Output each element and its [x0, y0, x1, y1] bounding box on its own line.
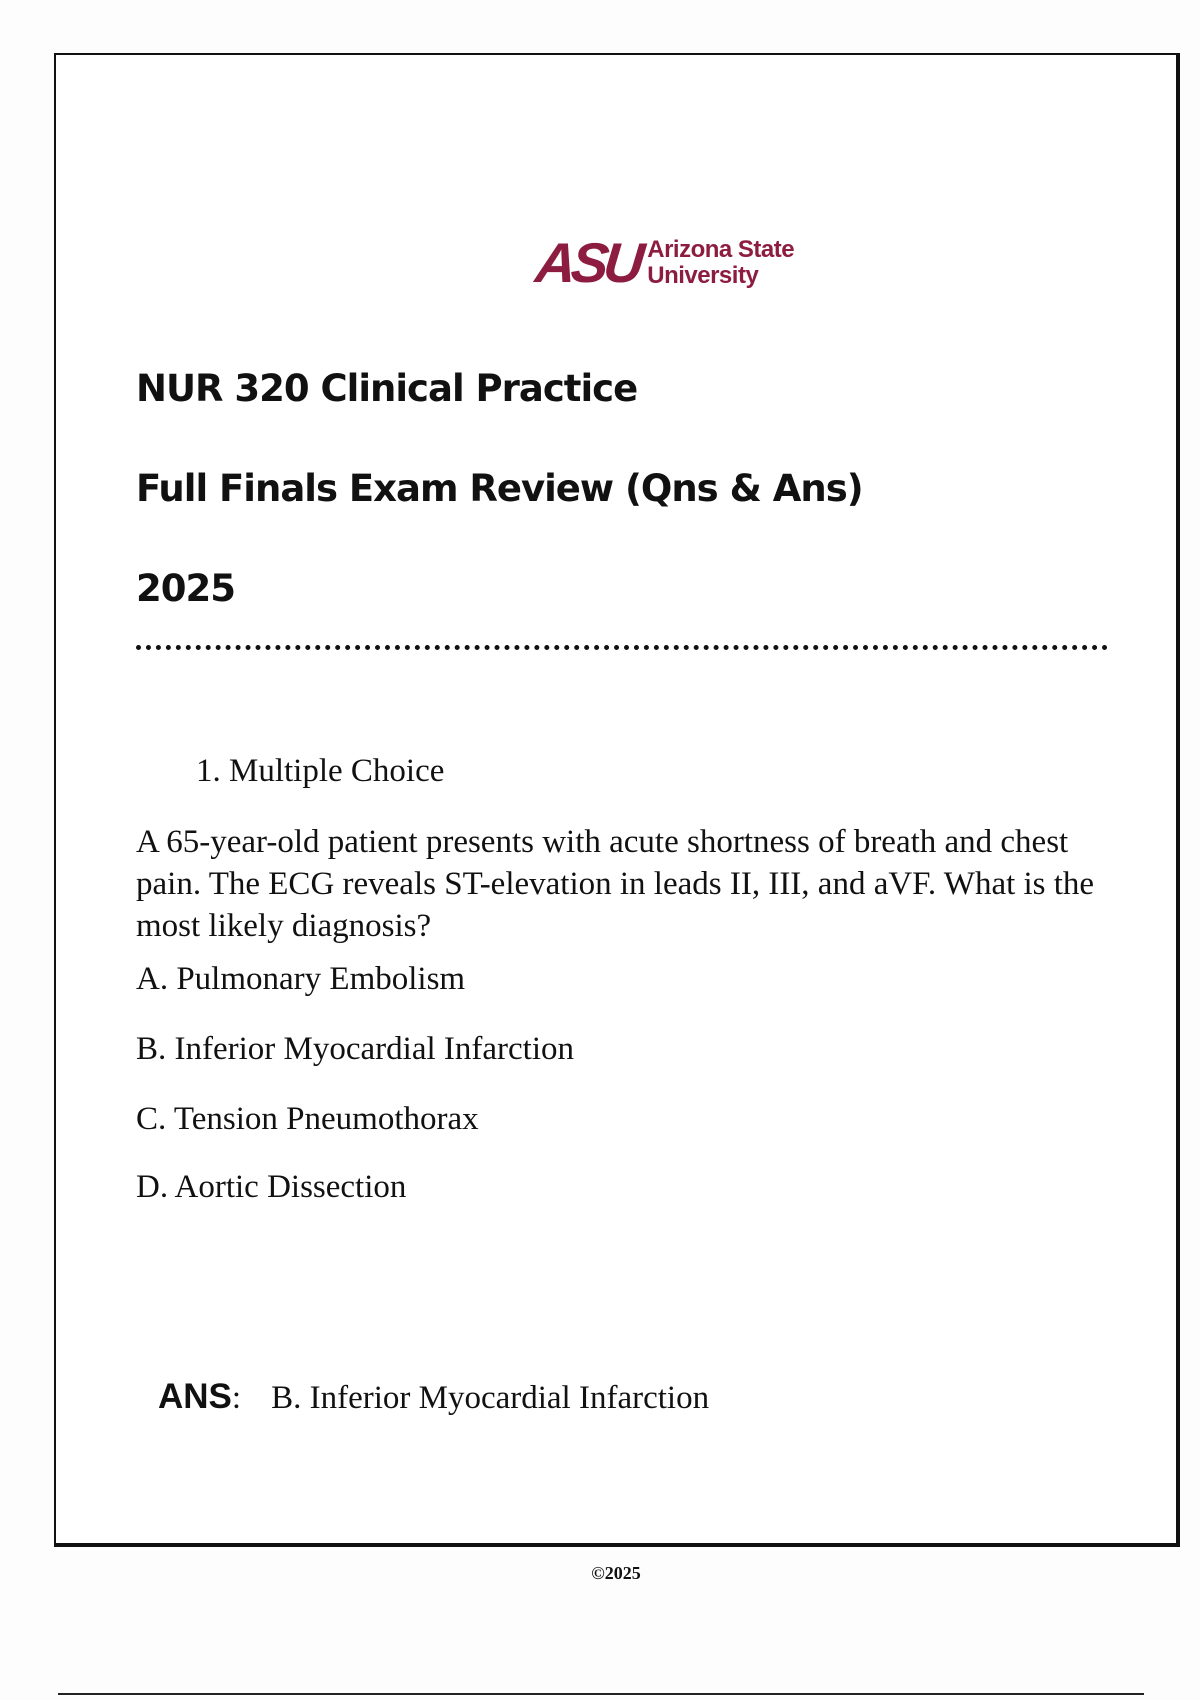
answer-separator: : — [231, 1380, 242, 1416]
course-title: NUR 320 Clinical Practice — [136, 367, 638, 410]
question-number: 1. Multiple Choice — [196, 753, 445, 789]
option-c: C. Tension Pneumothorax — [136, 1101, 479, 1137]
answer-label: ANS — [158, 1377, 232, 1416]
answer-value: B. Inferior Myocardial Infarction — [271, 1380, 710, 1416]
asu-logo-wordmark — [647, 237, 794, 289]
question-text: A 65-year-old patient presents with acute shortness of breath and chest pain. The ECG reveals ST-elevation in leads II, III, and aVF. What is the most likely diagnosis? — [136, 824, 1095, 944]
dotted-divider — [136, 645, 1108, 650]
document-year: 2025 — [136, 567, 235, 610]
page-frame — [54, 53, 1180, 1583]
option-d: D. Aortic Dissection — [136, 1169, 407, 1205]
logo-line-2: University — [647, 262, 759, 289]
option-a: A. Pulmonary Embolism — [136, 961, 466, 997]
option-b: B. Inferior Myocardial Infarction — [136, 1031, 574, 1067]
answer-row — [158, 1377, 709, 1417]
bottom-rule — [58, 1693, 1144, 1695]
copyright-notice: ©2025 — [591, 1563, 641, 1583]
asu-logo-mark: ASU — [532, 231, 643, 294]
document-subtitle: Full Finals Exam Review (Qns & Ans) — [136, 467, 863, 510]
logo-line-1: Arizona State — [647, 236, 795, 263]
asu-logo — [532, 231, 795, 294]
